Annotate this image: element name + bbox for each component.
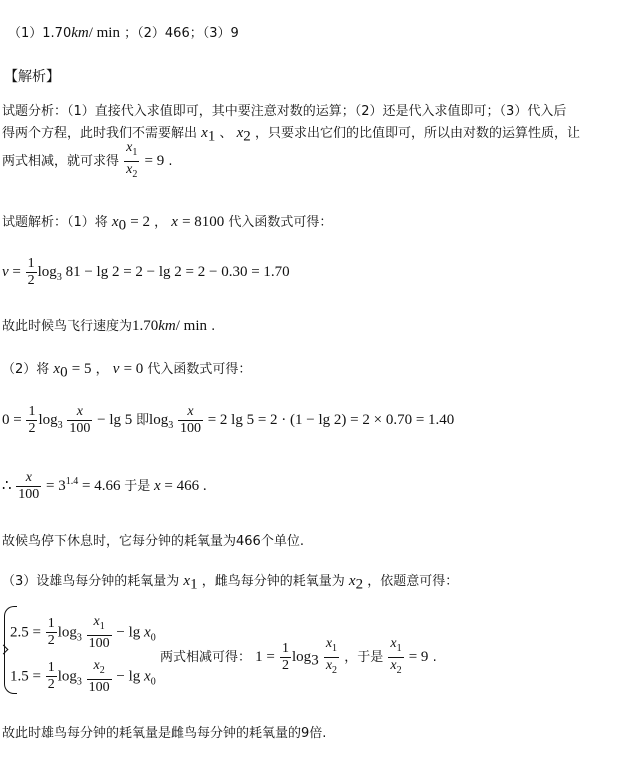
unit-min: / min [175, 318, 208, 334]
sub: 0 [150, 632, 156, 644]
sub: 3 [76, 676, 82, 688]
analysis-line-3 [2, 140, 173, 183]
var-x: x [53, 361, 61, 377]
solution-text: ，雌鸟每分钟的耗氧量为 [201, 574, 345, 589]
sub: 3 [311, 652, 319, 669]
sub: 3 [57, 419, 63, 431]
equation-2 [2, 404, 454, 437]
var-x: x [325, 657, 333, 673]
unit-min: / min [88, 25, 120, 41]
solution-text: （2）将 [2, 362, 50, 377]
den: 100 [88, 635, 110, 651]
var-x: x [126, 161, 133, 177]
system-eq-2 [10, 658, 156, 696]
num: 1 [47, 616, 55, 632]
solution-text: 试题解析：（1）将 [2, 215, 108, 230]
solution-line-2 [2, 358, 251, 382]
solution-text: 代入函数式可得： [147, 362, 252, 377]
unit-km: km [71, 25, 89, 41]
var-x: x [201, 125, 208, 141]
half-fraction [280, 641, 291, 674]
x1-over-100 [87, 614, 112, 652]
lhs: 1 = [255, 648, 275, 665]
comma: ， [154, 215, 168, 230]
half-fraction [26, 256, 37, 289]
final-conclusion: 故此时雄鸟每分钟的耗氧量是雌鸟每分钟的耗氧量的9倍. [2, 726, 327, 741]
connector: ，于是 [344, 649, 384, 665]
var-x: x [111, 214, 119, 230]
equation-3 [2, 470, 207, 503]
sub: 2 [132, 168, 138, 180]
term: − lg [116, 624, 141, 641]
sub: 2 [355, 576, 364, 593]
x-over-100 [16, 470, 41, 503]
num: x [67, 404, 92, 421]
var-x: x [144, 624, 151, 641]
ratio-fraction [388, 636, 403, 679]
num: 1 [282, 640, 290, 656]
var-v: v [2, 263, 9, 280]
log: log [37, 263, 57, 280]
sub: 2 [396, 664, 402, 676]
den: 2 [282, 657, 290, 673]
value: = 466 [164, 477, 200, 494]
log: log [57, 668, 77, 685]
var-x: x [93, 614, 100, 629]
value: = 8100 [182, 214, 225, 230]
x-over-100 [67, 404, 92, 437]
var-x: x [171, 214, 178, 230]
sub: 2 [332, 664, 338, 676]
section-header: 【解析】 [4, 69, 60, 85]
den: 100 [179, 421, 201, 436]
solution-text: 代入函数式可得： [228, 215, 333, 230]
num: 1 [27, 256, 35, 271]
power-base: = 3 [46, 477, 66, 494]
var-x: x [325, 636, 333, 651]
connector: 于是 [124, 478, 151, 494]
var-x: x [183, 573, 191, 589]
value: = 2 [130, 214, 150, 230]
var-x: x [390, 657, 397, 673]
num: x [16, 470, 41, 487]
den: 2 [27, 273, 35, 288]
sub: 3 [56, 271, 62, 283]
log: log [57, 624, 77, 641]
lhs: 1.5 = [10, 668, 41, 685]
analysis-text: 得两个方程，此时我们不需要解出 [2, 126, 198, 141]
analysis-text: ，只要求出它们的比值即可，所以由对数的运算性质，让 [254, 126, 580, 141]
den: 100 [18, 487, 40, 502]
var-x: x [348, 573, 356, 589]
x2-over-100 [87, 658, 112, 696]
sub: 2 [99, 664, 105, 676]
comma: ， [95, 362, 109, 377]
conclusion-text: 故此时候鸟飞行速度为 [2, 319, 133, 334]
log: log [38, 411, 58, 428]
value: = 0 [123, 361, 144, 377]
exponent: 1.4 [65, 475, 79, 487]
solution-text: ，依题意可得： [367, 574, 459, 589]
var-x: x [390, 636, 397, 651]
lhs: 0 = [2, 411, 22, 428]
value: 1.70 [132, 318, 159, 334]
value: = 9 [408, 648, 429, 665]
conclusion-2: 故候鸟停下休息时，它每分钟的耗氧量为466个单位. [2, 534, 304, 549]
sub: 0 [150, 676, 156, 688]
answer-parts-2-3: ；（2）466；（3）9 [124, 26, 239, 41]
conclusion-1 [2, 315, 215, 335]
period: . [432, 649, 437, 665]
var-v: v [112, 361, 120, 377]
x-over-100 [178, 404, 203, 437]
var-x: x [126, 140, 133, 155]
system-eq-1 [10, 614, 156, 652]
log: log [149, 411, 169, 428]
therefore: ∴ [2, 477, 12, 494]
equation-rhs: 81 − lg 2 = 2 − lg 2 = 2 − 0.30 = 1.70 [65, 263, 290, 280]
solution-line-3 [2, 570, 458, 594]
sub: 1 [132, 146, 138, 158]
subtract-text: 两式相减可得： [160, 649, 252, 665]
solution-line-1 [2, 211, 332, 235]
value: = 9 [144, 152, 165, 169]
half-fraction [46, 616, 57, 649]
var-x: x [93, 658, 100, 673]
den: 100 [69, 421, 91, 436]
term: − lg 5 [97, 411, 133, 428]
num: 1 [47, 660, 55, 676]
period: . [168, 153, 173, 169]
sub: 1 [99, 620, 105, 632]
sub: 3 [168, 419, 174, 431]
term: − lg [116, 668, 141, 685]
half-fraction [26, 404, 37, 437]
den: 2 [47, 677, 55, 693]
answer-line [8, 22, 239, 42]
equation-1: v = $\frac{1}{2}$ $\log_3 81 - \lg 2 = 2 - \lg 2 = 2 - 0.30 = 1.70$ [2, 256, 290, 288]
var-x: x [236, 125, 244, 141]
var-x: x [144, 668, 151, 685]
value: = 5 [71, 361, 92, 377]
ratio-fraction [324, 636, 339, 679]
sub: 0 [118, 217, 127, 234]
period: . [202, 477, 207, 494]
answer-part1: （1）1.70 [8, 26, 72, 41]
analysis-text: 两式相减，就可求得 [2, 153, 120, 169]
sub: 1 [207, 128, 216, 145]
sub: 1 [190, 576, 198, 593]
sub: 1 [396, 642, 402, 654]
separator: 、 [219, 126, 233, 141]
equation-rhs: = 2 lg 5 = 2 · (1 − lg 2) = 2 × 0.70 = 1.40 [207, 411, 455, 428]
unit-km: km [158, 318, 176, 334]
sub: 0 [60, 364, 68, 381]
var-x: x [154, 477, 161, 494]
den: 2 [28, 421, 36, 436]
sub: 3 [76, 632, 82, 644]
den: 100 [88, 679, 110, 695]
ratio-fraction [124, 140, 139, 183]
subtraction-result [160, 636, 437, 679]
sub: 1 [332, 642, 338, 654]
sub: 2 [243, 128, 251, 145]
num: x [178, 404, 203, 421]
period: . [211, 319, 216, 334]
lhs: 2.5 = [10, 624, 41, 641]
half-fraction [46, 660, 57, 693]
connector: 即 [136, 412, 150, 428]
num: 1 [28, 404, 36, 419]
log: log [292, 648, 312, 665]
value: = 4.66 [82, 477, 121, 494]
den: 2 [47, 633, 55, 649]
analysis-line-1: 试题分析：（1）直接代入求值即可，其中要注意对数的运算；（2）还是代入求值即可；（3）代入后 [2, 104, 567, 119]
solution-text: （3）设雄鸟每分钟的耗氧量为 [2, 574, 180, 589]
